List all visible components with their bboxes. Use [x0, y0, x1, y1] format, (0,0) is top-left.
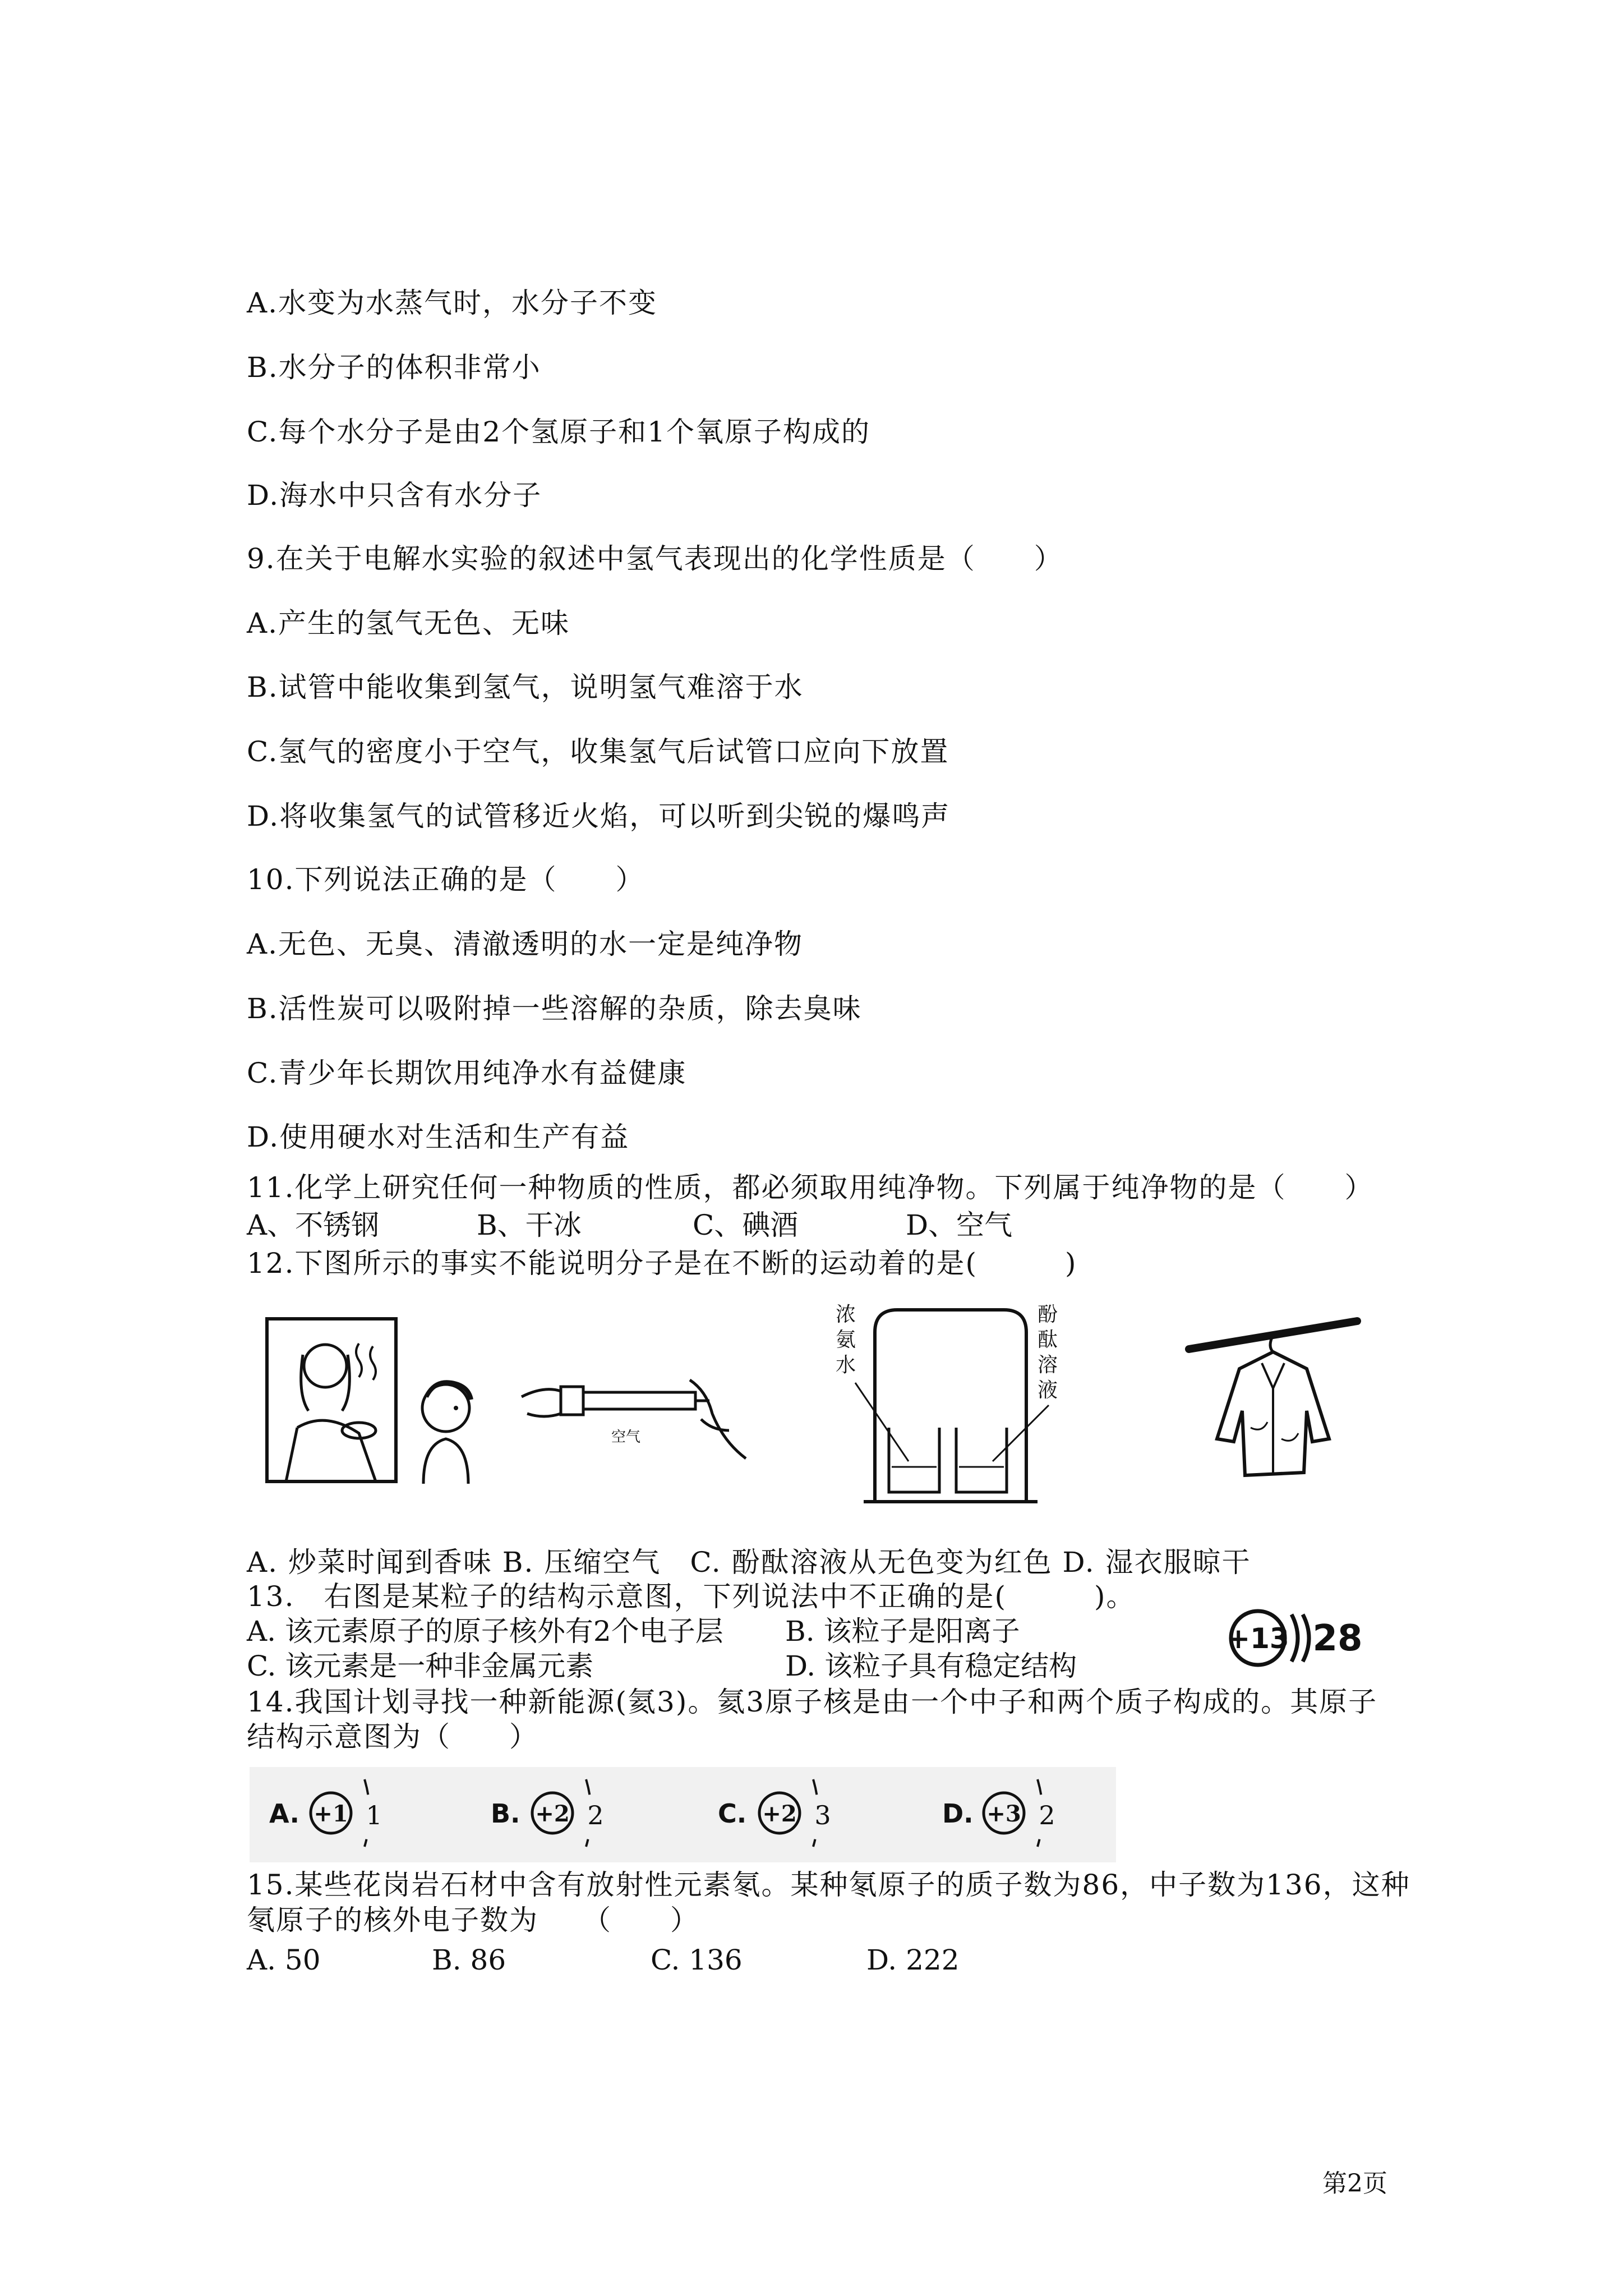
q10-option-b: B.活性炭可以吸附掉一些溶解的杂质，除去臭味 — [247, 992, 862, 1025]
svg-text:酚: 酚 — [1038, 1303, 1058, 1326]
q9-stem: 9.在关于电解水实验的叙述中氢气表现出的化学性质是（ ） — [247, 542, 1063, 575]
q15-stem-2: 氡原子的核外电子数为 （ ） — [247, 1904, 699, 1936]
q8-option-a: A.水变为水蒸气时，水分子不变 — [247, 287, 658, 319]
q14-choice-d-electrons: 2 — [1039, 1800, 1055, 1830]
svg-text:酞: 酞 — [1038, 1328, 1058, 1351]
q15-option-d: D. 222 — [866, 1944, 960, 1976]
q14-choice-c — [718, 1767, 864, 1862]
q13-option-d: D. 该粒子具有稳定结构 — [785, 1650, 1077, 1682]
q14-choice-c-nucleus: +2 — [762, 1801, 797, 1827]
q11-option-b: B、干冰 — [477, 1209, 582, 1241]
phenolphthalein-label: 酚酞溶液 — [1038, 1513, 1040, 1514]
q8-option-d: D.海水中只含有水分子 — [247, 479, 542, 512]
q14-choice-a — [269, 1767, 415, 1862]
q14-choice-a-label: A. — [269, 1798, 299, 1829]
q14-choice-d-nucleus: +3 — [986, 1801, 1021, 1827]
q15-stem: 15.某些花岗岩石材中含有放射性元素氡。某种氡原子的质子数为86，中子数为136，这种 — [247, 1869, 1410, 1901]
ammonia-label-1: 浓 — [836, 1303, 856, 1326]
q10-option-c: C.青少年长期饮用纯净水有益健康 — [247, 1057, 687, 1089]
q12-options: A. 炒菜时闻到香味 B. 压缩空气 C. 酚酞溶液从无色变为红色 D. 湿衣服晾干 — [247, 1546, 1251, 1579]
svg-text:水: 水 — [836, 1354, 856, 1377]
q14-choice-d — [942, 1767, 1088, 1862]
q14-choices-band — [250, 1767, 1116, 1862]
q12-figure-child — [412, 1374, 485, 1487]
q11-option-c: C、碘酒 — [693, 1209, 799, 1241]
page-number: 第2页 — [1322, 2169, 1387, 2198]
q9-option-b: B.试管中能收集到氢气，说明氢气难溶于水 — [247, 671, 804, 703]
q13-particle-diagram — [1225, 1604, 1371, 1672]
q11-option-a: A、不锈钢 — [247, 1209, 380, 1241]
q14-choice-b-label: B. — [491, 1798, 520, 1829]
q13-option-c: C. 该元素是一种非金属元素 — [247, 1650, 594, 1682]
svg-text:溶: 溶 — [1038, 1354, 1058, 1377]
q12-figure-cooking — [264, 1315, 432, 1489]
q11-option-d: D、空气 — [906, 1209, 1013, 1241]
q12-figure-syringe — [516, 1346, 751, 1464]
q13-option-a: A. 该元素原子的原子核外有2个电子层 — [247, 1615, 723, 1648]
q13-electron-shells: 28 — [1312, 1618, 1363, 1659]
q10-option-d: D.使用硬水对生活和生产有益 — [247, 1121, 630, 1153]
q14-stem-2: 结构示意图为（ ） — [247, 1720, 538, 1753]
svg-text:液: 液 — [1038, 1379, 1058, 1402]
q12-stem: 12.下图所示的事实不能说明分子是在不断的运动着的是( ) — [247, 1247, 1077, 1280]
q14-stem: 14.我国计划寻找一种新能源(氦3)。氦3原子核是由一个中子和两个质子构成的。其原子 — [247, 1686, 1378, 1718]
q13-option-b: B. 该粒子是阳离子 — [785, 1615, 1020, 1648]
q14-choice-b-nucleus: +2 — [535, 1801, 570, 1827]
q14-choice-b — [491, 1767, 637, 1862]
q14-choice-a-electrons: 1 — [366, 1800, 382, 1830]
q10-option-a: A.无色、无臭、清澈透明的水一定是纯净物 — [247, 928, 804, 960]
q14-choice-a-nucleus: +1 — [313, 1801, 348, 1827]
q15-option-b: B. 86 — [432, 1944, 506, 1976]
q14-choice-d-label: D. — [942, 1798, 974, 1829]
q9-option-d: D.将收集氢气的试管移近火焰，可以听到尖锐的爆鸣声 — [247, 800, 951, 832]
q12-figure-clothes — [1183, 1315, 1363, 1484]
q15-option-c: C. 136 — [651, 1944, 743, 1976]
q10-stem: 10.下列说法正确的是（ ） — [247, 863, 645, 896]
q14-choice-c-electrons: 3 — [814, 1800, 831, 1830]
q14-choice-b-electrons: 2 — [587, 1800, 604, 1830]
q8-option-b: B.水分子的体积非常小 — [247, 351, 541, 384]
q11-stem: 11.化学上研究任何一种物质的性质，都必须取用纯净物。下列属于纯净物的是（ ） — [247, 1171, 1374, 1204]
q12-figure-beakers — [824, 1299, 1071, 1512]
q9-option-a: A.产生的氢气无色、无味 — [247, 607, 570, 639]
q13-nucleus-charge: +13 — [1227, 1622, 1289, 1655]
ammonia-label: 浓氨水 — [836, 1513, 837, 1514]
q14-choice-c-label: C. — [718, 1798, 747, 1829]
syringe-label: 空气 — [611, 1429, 641, 1446]
q13-stem: 13. 右图是某粒子的结构示意图，下列说法中不正确的是( )。 — [247, 1580, 1136, 1613]
q9-option-c: C.氢气的密度小于空气，收集氢气后试管口应向下放置 — [247, 735, 949, 768]
q15-option-a: A. 50 — [247, 1944, 321, 1976]
q8-option-c: C.每个水分子是由2个氢原子和1个氧原子构成的 — [247, 416, 870, 448]
svg-text:氨: 氨 — [836, 1328, 856, 1351]
